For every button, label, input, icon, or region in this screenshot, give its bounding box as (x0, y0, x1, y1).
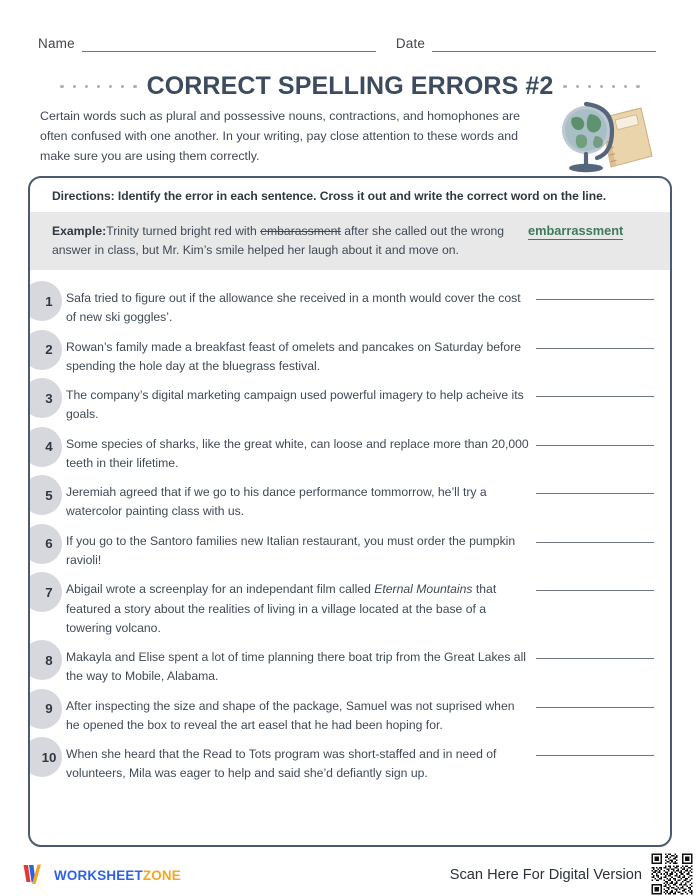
question-text: If you go to the Santoro families new Italian restaurant, you must order the pumpkin ravioli! (66, 533, 516, 568)
question-number: 7 (45, 584, 53, 600)
question-row-8 (30, 638, 670, 687)
question-row-5 (30, 473, 670, 522)
example-label: Example: (52, 224, 107, 238)
question-number-badge (28, 735, 66, 779)
answer-line-4[interactable] (536, 444, 654, 446)
date-write-line[interactable] (432, 39, 656, 52)
question-number: 8 (45, 652, 53, 668)
dot (109, 85, 113, 89)
question-number: 6 (45, 536, 53, 552)
question-number-badge (28, 425, 66, 469)
answer-line-8[interactable] (536, 657, 654, 659)
q7-film-title: Eternal Mountains (374, 582, 473, 597)
question-number: 4 (45, 439, 53, 455)
worksheet-main-box (28, 176, 672, 847)
question-number-badge (28, 687, 66, 731)
question-text: After inspecting the size and shape of the package, Samuel was not suprised when he opened the box to reveal the art easel that he had been hoping for. (66, 698, 515, 732)
name-write-line[interactable] (82, 39, 376, 52)
qr-code[interactable] (650, 852, 694, 896)
question-number: 10 (41, 749, 57, 765)
worksheet-zone-logo[interactable] (22, 863, 181, 887)
globe-notebook-illustration (545, 88, 660, 176)
question-row-3 (30, 376, 670, 425)
question-number-badge (28, 522, 66, 566)
question-number: 5 (45, 487, 53, 503)
example-sentence (52, 222, 522, 259)
dot (97, 85, 101, 89)
example-before: Trinity turned bright red with (106, 224, 261, 238)
logo-worksheet-text: WORKSHEET (54, 867, 143, 883)
question-row-7 (30, 570, 670, 638)
page-title: CORRECT SPELLING ERRORS #2 (146, 72, 554, 100)
globe-icon (562, 104, 612, 172)
answer-line-3[interactable] (536, 395, 654, 397)
q7-part-c: that featured a story about the realities of living in a village located at the base of a towering volcano. (66, 582, 497, 635)
question-text: Safa tried to figure out if the allowance she received in a month would cover the cost of new ski goggles’. (66, 291, 521, 325)
dot (60, 85, 64, 89)
name-label: Name (38, 36, 75, 51)
question-text (66, 570, 536, 638)
question-number-badge (28, 473, 66, 517)
question-row-4 (30, 425, 670, 474)
answer-line-6[interactable] (536, 541, 654, 543)
dot (121, 85, 125, 89)
question-list (30, 270, 670, 784)
question-number: 2 (45, 342, 53, 358)
answer-line-2[interactable] (536, 347, 654, 349)
logo-zone-text: ZONE (142, 867, 181, 883)
logo-wordmark (54, 868, 181, 883)
question-text: Some species of sharks, like the great white, can loose and replace more than 20,000 teeth in their lifetime. (66, 436, 529, 470)
scan-here-label: Scan Here For Digital Version (449, 867, 642, 883)
question-row-1 (30, 279, 670, 328)
dot (73, 85, 77, 89)
dots-left (60, 85, 136, 89)
question-text: Makayla and Elise spent a lot of time planning there boat trip from the Great Lakes all the way to Mobile, Alabama. (66, 650, 526, 684)
question-number-badge (28, 376, 66, 420)
question-number-badge (28, 638, 66, 682)
question-row-2 (30, 328, 670, 377)
answer-line-10[interactable] (536, 754, 654, 756)
question-row-9 (30, 687, 670, 736)
answer-line-5[interactable] (536, 492, 654, 494)
answer-line-9[interactable] (536, 706, 654, 708)
intro-paragraph: Certain words such as plural and possessive nouns, contractions, and homophones are often confused with one another. In your writing, pay close attention to these words and make sure you are using them correctly. (40, 109, 521, 164)
example-answer: embarrassment (528, 222, 623, 240)
date-label: Date (395, 36, 426, 51)
directions-text: Directions: Identify the error in each sentence. Cross it out and write the correct word on the line. (52, 189, 607, 203)
question-number-badge (28, 570, 66, 614)
answer-line-7[interactable] (536, 589, 654, 591)
question-number-badge (28, 279, 66, 323)
answer-line-1[interactable] (536, 298, 654, 300)
logo-mark-icon (22, 863, 48, 887)
example-struck-word: embarassment (260, 224, 341, 238)
question-row-10 (30, 735, 670, 784)
question-text: The company’s digital marketing campaign used powerful imagery to help acheive its goals. (66, 388, 524, 422)
page-footer (0, 856, 700, 895)
name-date-row (38, 36, 662, 52)
question-number-badge (28, 328, 66, 372)
question-number: 9 (45, 701, 53, 717)
question-text: When she heard that the Read to Tots program was short-staffed and in need of volunteers, Mila was eager to help and said she’d defiantly sign up. (66, 747, 497, 781)
question-text: Rowan’s family made a breakfast feast of omelets and pancakes on Saturday before spending the hole day at the bluegrass festival. (66, 339, 522, 373)
example-row (30, 212, 670, 270)
question-row-6 (30, 522, 670, 571)
question-number: 1 (45, 293, 53, 309)
question-number: 3 (45, 390, 53, 406)
example-after: after she called out the wrong answer in class, but Mr. Kim’s smile helped her laugh about it and move on. (52, 224, 505, 257)
question-text: Jeremiah agreed that if we go to his dance performance tommorrow, he’ll try a watercolor painting class with us. (66, 485, 487, 519)
dot (85, 85, 89, 89)
q7-part-a: Abigail wrote a screenplay for an independant film called (66, 582, 375, 597)
